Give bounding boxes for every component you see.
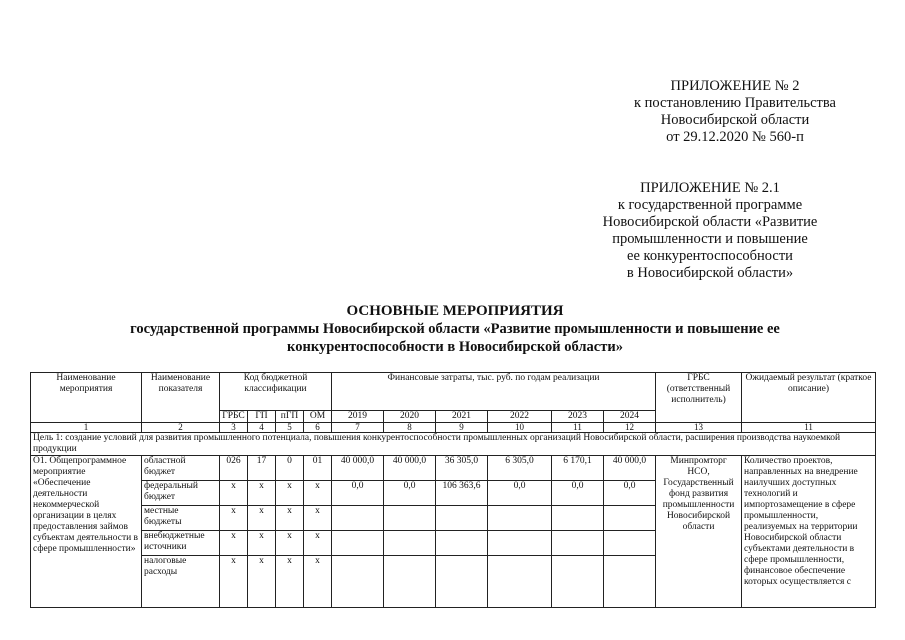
- column-number: 12: [604, 423, 656, 433]
- code-pgp: х: [276, 531, 304, 556]
- code-pgp: 0: [276, 456, 304, 481]
- header-year: 2020: [384, 411, 436, 423]
- value-2019: 0,0: [332, 481, 384, 506]
- column-number: 4: [248, 423, 276, 433]
- header-budget-code: Код бюджетной классификации: [220, 373, 332, 411]
- main-activities-table: [30, 372, 876, 608]
- indicator-name: областной бюджет: [142, 456, 220, 481]
- code-gp: х: [248, 506, 276, 531]
- header-indicator: Наименование показателя: [142, 373, 220, 423]
- goal-text: Цель 1: создание условий для развития промышленного потенциала, повышения конкурентоспособности промышленных организаций Новосибирской области, расширения производства наукоемкой продукции: [31, 433, 876, 456]
- appendix-line: Новосибирской области «Развитие: [602, 214, 818, 230]
- value-2022: [488, 506, 552, 531]
- appendix-2-header: [600, 78, 870, 146]
- value-2021: [436, 556, 488, 608]
- code-pgp: х: [276, 481, 304, 506]
- code-grbs: х: [220, 506, 248, 531]
- code-gp: х: [248, 481, 276, 506]
- value-2023: [552, 556, 604, 608]
- value-2021: 36 305,0: [436, 456, 488, 481]
- column-number: 9: [436, 423, 488, 433]
- column-number: 3: [220, 423, 248, 433]
- column-number: 2: [142, 423, 220, 433]
- value-2021: [436, 531, 488, 556]
- header-event: Наименование мероприятия: [31, 373, 142, 423]
- header-row: [31, 373, 876, 411]
- value-2023: [552, 506, 604, 531]
- appendix-2-1-header: [575, 180, 845, 282]
- code-gp: х: [248, 531, 276, 556]
- column-number: 5: [276, 423, 304, 433]
- appendix-line: в Новосибирской области»: [626, 265, 794, 281]
- column-number: 8: [384, 423, 436, 433]
- code-om: х: [304, 556, 332, 608]
- value-2021: 106 363,6: [436, 481, 488, 506]
- header-financing: Финансовые затраты, тыс. руб. по годам реализации: [332, 373, 656, 411]
- indicator-name: внебюджетные источники: [142, 531, 220, 556]
- appendix-line: промышленности и повышение: [612, 231, 808, 247]
- title-main: ОСНОВНЫЕ МЕРОПРИЯТИЯ: [346, 303, 564, 319]
- goal-row: [31, 433, 876, 456]
- value-2022: 6 305,0: [488, 456, 552, 481]
- value-2019: [332, 556, 384, 608]
- value-2019: 40 000,0: [332, 456, 384, 481]
- header-year: 2019: [332, 411, 384, 423]
- code-grbs: х: [220, 531, 248, 556]
- appendix-line: к постановлению Правительства: [634, 95, 836, 111]
- value-2022: 0,0: [488, 481, 552, 506]
- appendix-line: от 29.12.2020 № 560-п: [666, 129, 804, 145]
- value-2024: [604, 506, 656, 531]
- value-2022: [488, 531, 552, 556]
- indicator-name: федеральный бюджет: [142, 481, 220, 506]
- header-year: 2022: [488, 411, 552, 423]
- code-gp: 17: [248, 456, 276, 481]
- value-2024: [604, 531, 656, 556]
- column-number: 13: [656, 423, 742, 433]
- value-2024: [604, 556, 656, 608]
- header-code-grbs: ГРБС: [220, 411, 248, 423]
- value-2021: [436, 506, 488, 531]
- value-2020: [384, 531, 436, 556]
- expected-result: Количество проектов, направленных на внедрение наилучших доступных технологий и импортозамещение в сфере промышленности, реализуемых на территории Новосибирской области субъектами деятельности в сфере промышленности, финансовое обеспечение которых осуществляется с: [742, 456, 876, 608]
- header-year: 2024: [604, 411, 656, 423]
- value-2023: 6 170,1: [552, 456, 604, 481]
- header-code-pgp: пГП: [276, 411, 304, 423]
- code-pgp: х: [276, 556, 304, 608]
- code-om: 01: [304, 456, 332, 481]
- indicator-name: местные бюджеты: [142, 506, 220, 531]
- code-om: х: [304, 481, 332, 506]
- code-grbs: 026: [220, 456, 248, 481]
- header-grbs: ГРБС (ответственный исполнитель): [656, 373, 742, 423]
- column-number: 6: [304, 423, 332, 433]
- value-2023: [552, 531, 604, 556]
- code-om: х: [304, 506, 332, 531]
- code-grbs: х: [220, 556, 248, 608]
- title-subtitle-line-2: конкурентоспособности в Новосибирской области»: [287, 339, 623, 355]
- code-grbs: х: [220, 481, 248, 506]
- indicator-name: налоговые расходы: [142, 556, 220, 608]
- column-number-row: [31, 423, 876, 433]
- column-number: 1: [31, 423, 142, 433]
- appendix-line: ПРИЛОЖЕНИЕ № 2.1: [640, 180, 780, 196]
- value-2020: 40 000,0: [384, 456, 436, 481]
- value-2022: [488, 556, 552, 608]
- document-title: [60, 302, 850, 356]
- column-number: 11: [552, 423, 604, 433]
- event-name: О1. Общепрограммное мероприятие «Обеспечение деятельности некоммерческой организации в целях предоставления займов субъектам деятельности в сфере промышленности»: [31, 456, 142, 608]
- appendix-line: к государственной программе: [617, 197, 803, 213]
- code-gp: х: [248, 556, 276, 608]
- column-number: 7: [332, 423, 384, 433]
- value-2019: [332, 506, 384, 531]
- header-year: 2021: [436, 411, 488, 423]
- value-2020: [384, 506, 436, 531]
- column-number: 11: [742, 423, 876, 433]
- header-code-gp: ГП: [248, 411, 276, 423]
- code-om: х: [304, 531, 332, 556]
- responsible-executor: Минпромторг НСО, Государственный фонд развития промышленности Новосибирской области: [656, 456, 742, 608]
- code-pgp: х: [276, 506, 304, 531]
- table-row: [31, 456, 876, 481]
- value-2024: 40 000,0: [604, 456, 656, 481]
- appendix-line: Новосибирской области: [660, 112, 810, 128]
- value-2024: 0,0: [604, 481, 656, 506]
- appendix-line: ее конкурентоспособности: [627, 248, 793, 264]
- appendix-line: ПРИЛОЖЕНИЕ № 2: [670, 78, 800, 94]
- header-result: Ожидаемый результат (краткое описание): [742, 373, 876, 423]
- column-number: 10: [488, 423, 552, 433]
- value-2020: [384, 556, 436, 608]
- value-2023: 0,0: [552, 481, 604, 506]
- value-2019: [332, 531, 384, 556]
- header-code-om: ОМ: [304, 411, 332, 423]
- header-year: 2023: [552, 411, 604, 423]
- title-subtitle-line-1: государственной программы Новосибирской области «Развитие промышленности и повышение ее: [130, 321, 780, 337]
- value-2020: 0,0: [384, 481, 436, 506]
